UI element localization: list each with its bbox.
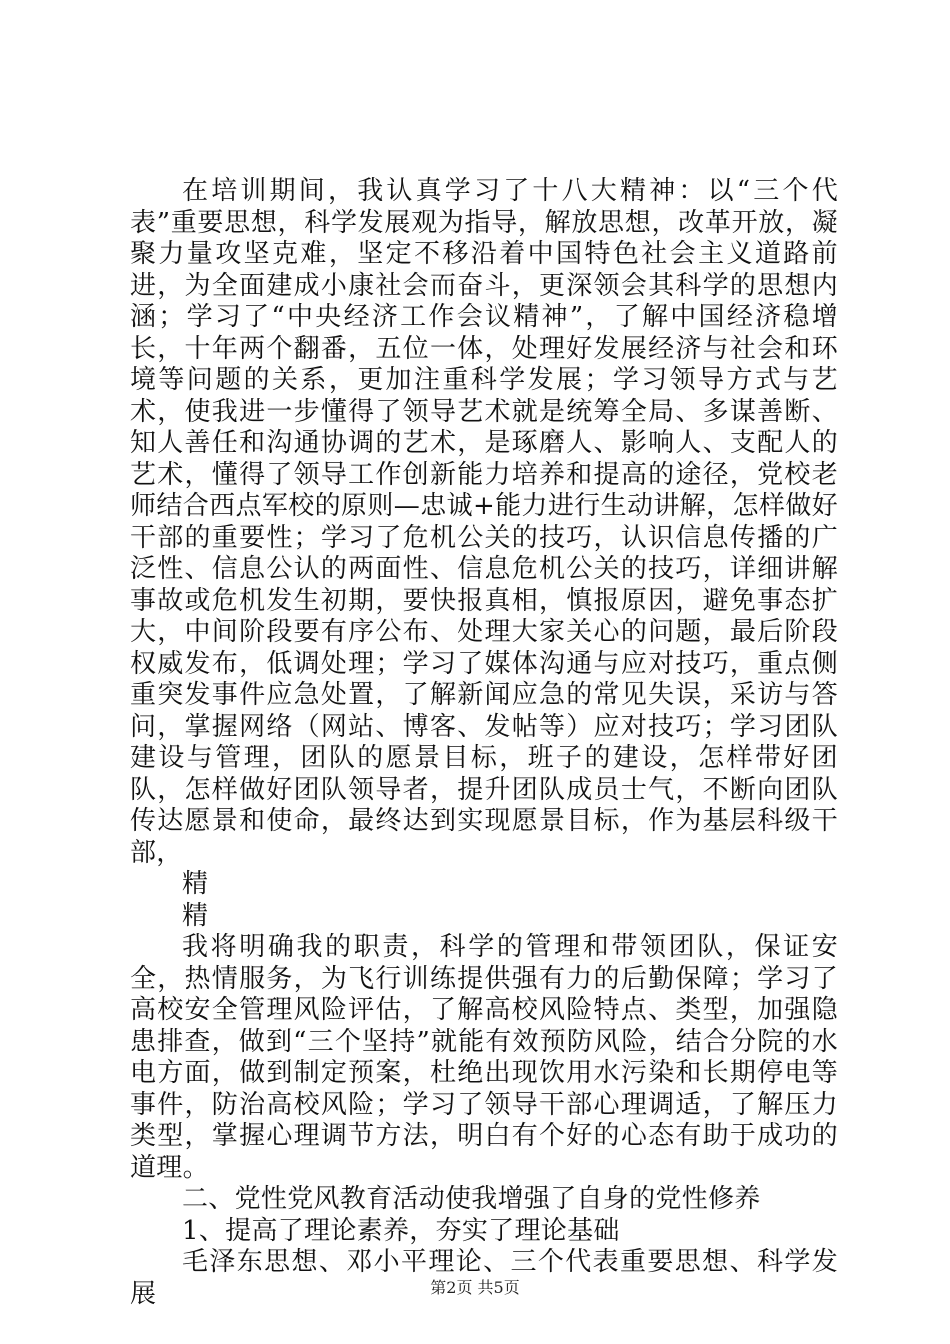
page-footer: 第2页 共5页 (430, 1278, 520, 1297)
paragraph-theory-start: 毛泽东思想、邓小平理论、三个代表重要思想、科学发展 (130, 1247, 838, 1309)
section-heading-party-spirit: 二、党性党风教育活动使我增强了自身的党性修养 (182, 1184, 761, 1214)
paragraph-responsibility: 我将明确我的职责，科学的管理和带领团队，保证安全，热情服务，为飞行训练提供强有力的后勤保障；学习了高校安全管理风险评估，了解高校风险特点、类型，加强隐患排查，做到“三个坚持”就能有效预防风险，结合分院的水电方面，做到制定预案，杜绝出现饮用水污染和长期停电等事件，防治高校风险；学习了领导干部心理调适，了解压力类型，掌握心理调节方法，明白有个好的心态有助于成功的道理。 (130, 932, 838, 1183)
paragraph-fragment-2: 精 (182, 900, 209, 931)
paragraph-training-content: 在培训期间，我认真学习了十八大精神：以“三个代表”重要思想，科学发展观为指导，解放思想，改革开放，凝聚力量攻坚克难，坚定不移沿着中国特色社会主义道路前进，为全面建成小康社会而奋斗，更深领会其科学的思想内涵；学习了“中央经济工作会议精神”，了解中国经济稳增长，十年两个翻番，五位一体，处理好发展经济与社会和环境等问题的关系，更加注重科学发展；学习领导方式与艺术，使我进一步懂得了领导艺术就是统筹全局、多谋善断、知人善任和沟通协调的艺术，是琢磨人、影响人、支配人的艺术，懂得了领导工作创新能力培养和提高的途径，党校老师结合西点军校的原则—忠诚+能力进行生动讲解，怎样做好干部的重要性；学习了危机公关的技巧，认识信息传播的广泛性、信息公认的两面性、信息危机公关的技巧，详细讲解事故或危机发生初期，要快报真相，慎报原因，避免事态扩大，中间阶段要有序公布、处理大家关心的问题，最后阶段权威发布，低调处理；学习了媒体沟通与应对技巧，重点侧重突发事件应急处置，了解新闻应急的常见失误，采访与答问，掌握网络（网站、博客、发帖等）应对技巧；学习团队建设与管理，团队的愿景目标，班子的建设，怎样带好团队，怎样做好团队领导者，提升团队成员士气，不断向团队传达愿景和使命，最终达到实现愿景目标，作为基层科级干部， (130, 176, 838, 868)
subsection-heading-theory: 1、提高了理论素养，夯实了理论基础 (182, 1215, 620, 1246)
document-body (130, 176, 838, 1310)
paragraph-fragment-1: 精 (182, 869, 209, 899)
